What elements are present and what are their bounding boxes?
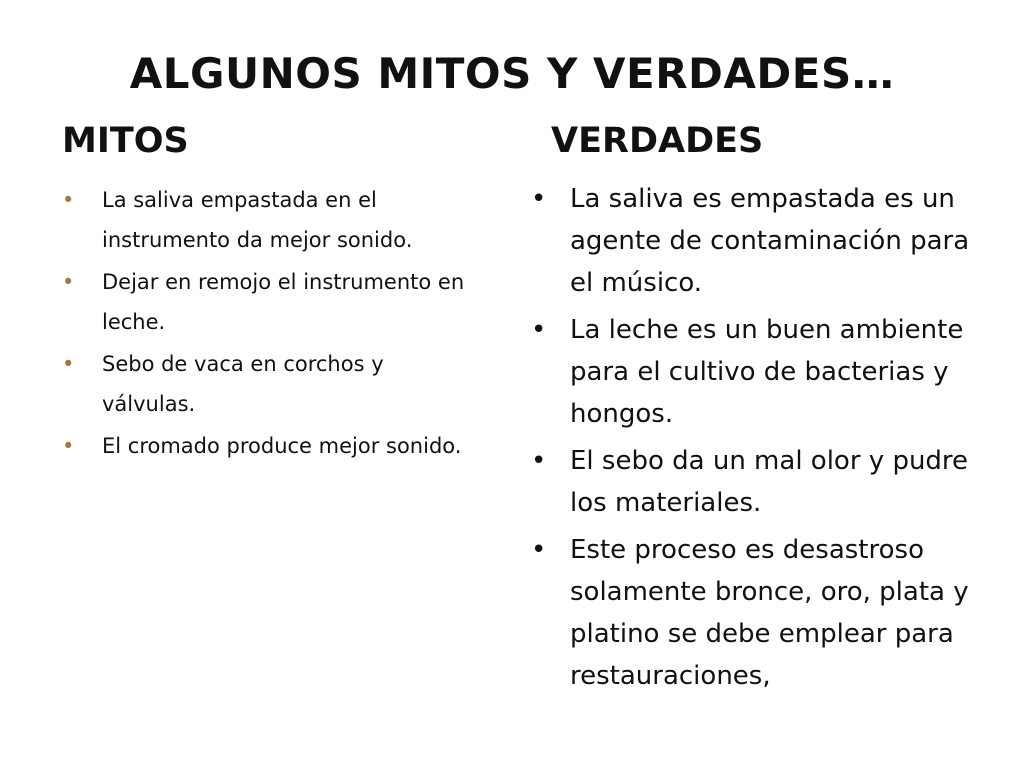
verdades-item-text: Este proceso es desastroso solamente bronce, oro, plata y platino se debe emplear para restauraciones, [570,535,969,691]
mitos-item-text: La saliva empastada en el instrumento da mejor sonido. [102,188,413,252]
list-item [531,529,991,697]
list-item [62,426,482,466]
list-item [531,309,991,435]
mitos-heading: MITOS [62,121,189,161]
verdades-item-text: La saliva es empastada es un agente de contaminación para el músico. [570,184,970,298]
mitos-item-text: Dejar en remojo el instrumento en leche. [102,270,465,334]
bullet-dot-icon: • [531,315,547,345]
list-item [62,180,482,260]
verdades-item-text: La leche es un buen ambiente para el cultivo de bacterias y hongos. [570,315,964,429]
slide-title: ALGUNOS MITOS Y VERDADES… [129,49,895,98]
list-item [531,178,991,304]
list-item [531,440,991,524]
list-item [62,344,482,424]
verdades-item-text: El sebo da un mal olor y pudre los materiales. [570,446,969,518]
bullet-dot-icon: • [62,270,75,294]
verdades-heading: VERDADES [551,121,764,161]
verdades-list [531,178,991,702]
mitos-item-text: El cromado produce mejor sonido. [102,434,462,458]
mitos-item-text: Sebo de vaca en corchos y válvulas. [102,352,384,416]
bullet-dot-icon: • [531,184,547,214]
mitos-list [62,180,482,468]
bullet-dot-icon: • [531,535,547,565]
bullet-dot-icon: • [62,352,75,376]
bullet-dot-icon: • [62,188,75,212]
bullet-dot-icon: • [62,434,75,458]
list-item [62,262,482,342]
bullet-dot-icon: • [531,446,547,476]
